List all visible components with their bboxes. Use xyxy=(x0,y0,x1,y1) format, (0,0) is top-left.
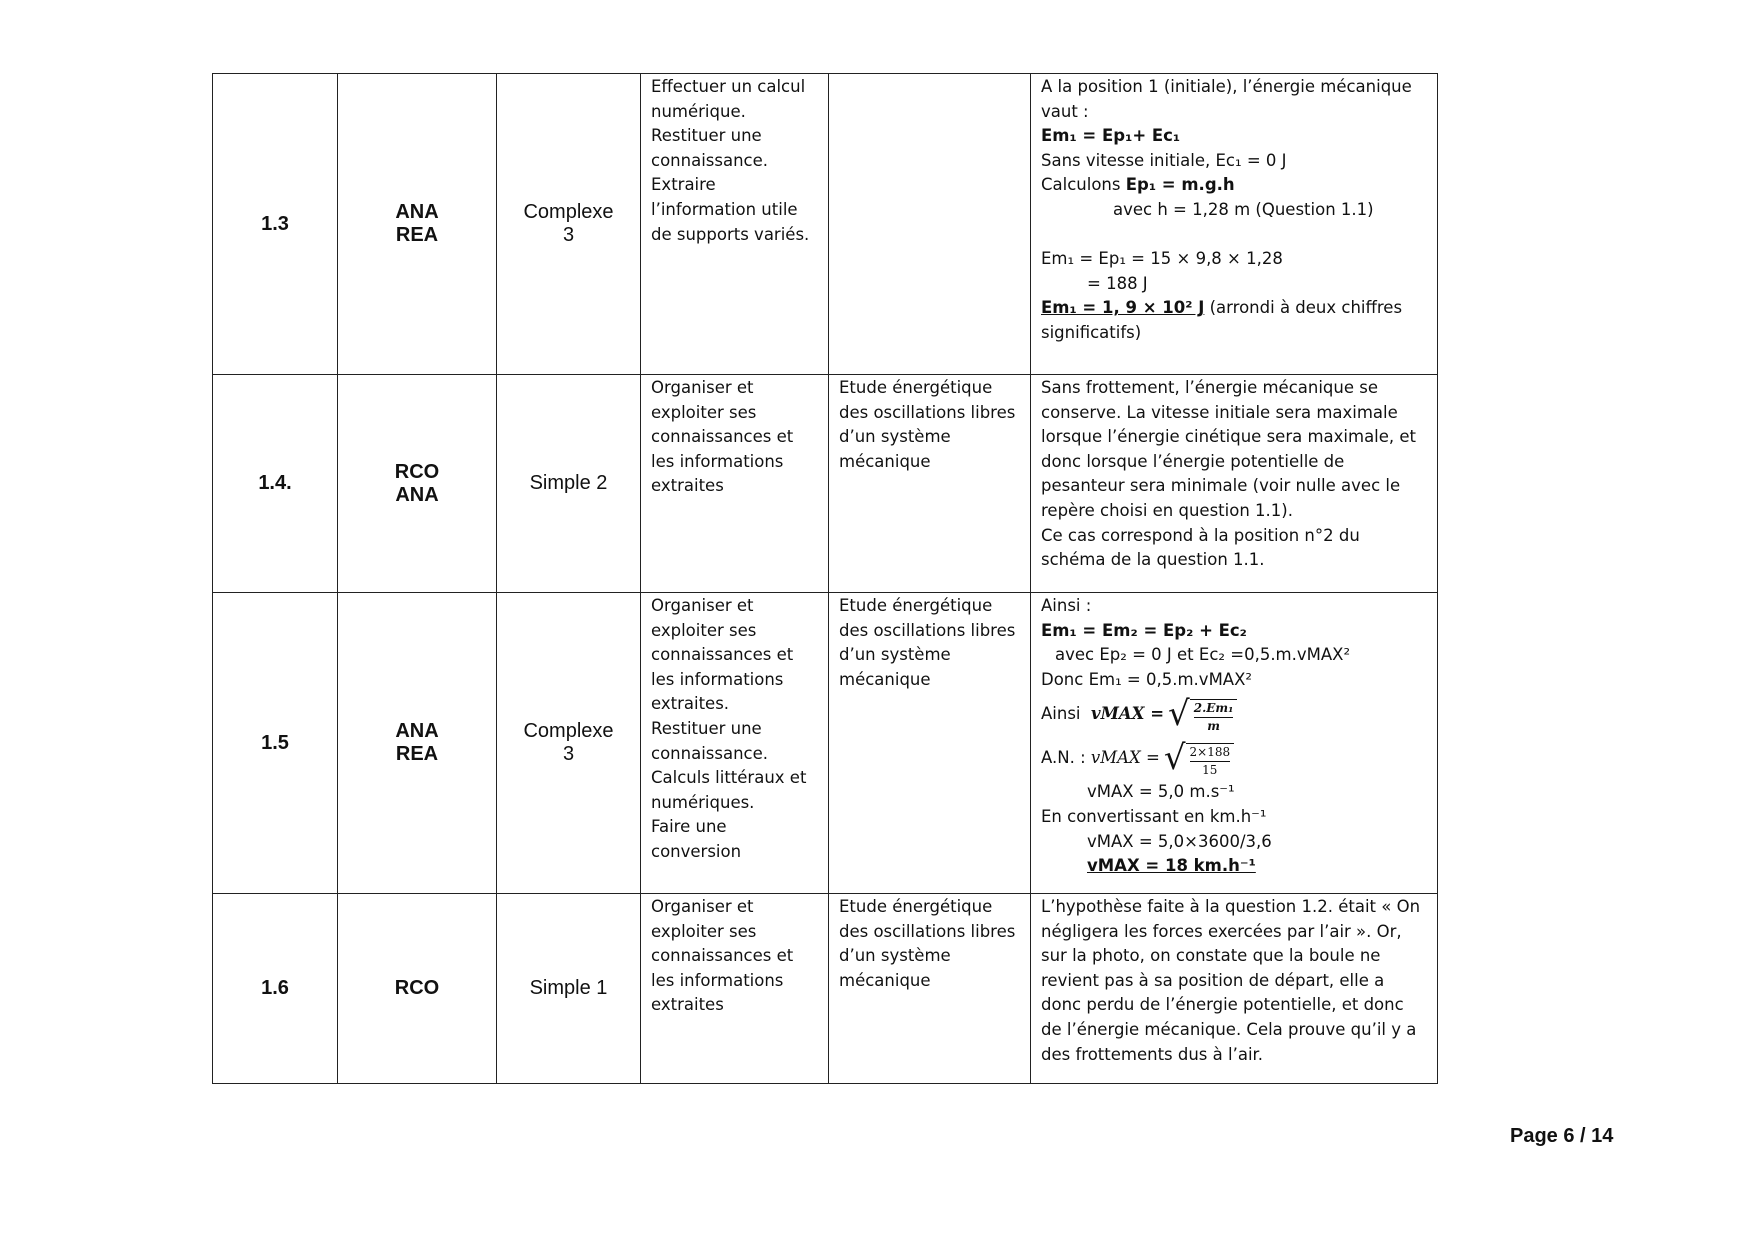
sqrt-icon: √ xyxy=(1168,694,1190,735)
page-number: Page 6 / 14 xyxy=(1510,1125,1614,1147)
complexity-cell: Complexe 3 xyxy=(497,74,641,375)
capacities-cell: Effectuer un calcul numérique. Restituer une connaissance. Extraire l’information utile de supports variés. xyxy=(641,74,829,375)
table-row xyxy=(213,74,1438,375)
answer-cell: L’hypothèse faite à la question 1.2. était « On négligera les forces exercées par l’air ». Or, sur la photo, on constate que la boule ne revient pas à sa position de départ, elle a donc perdu de l’énergie potentielle, et donc de l’énergie mécanique. Cela prouve qu’il y a des frottements dus à l’air. xyxy=(1031,894,1438,1084)
formula-vmax: Ainsi vMAX = √ $\frac{\text{2.Em₁}}{m}$ xyxy=(1041,692,1237,736)
fraction: $\frac{2\times 188}{15}$ xyxy=(1186,743,1235,779)
capacities-cell: Organiser et exploiter ses connaissances et les informations extraites. Restituer une connaissance. Calculs littéraux et numériques. Faire une conversion xyxy=(641,593,829,894)
capacities-cell: Organiser et exploiter ses connaissances et les informations extraites xyxy=(641,375,829,593)
sqrt-icon: √ xyxy=(1163,738,1186,779)
correction-table xyxy=(212,73,1438,1084)
competences-cell: RCO ANA xyxy=(338,375,497,593)
question-number: 1.5 xyxy=(213,593,338,894)
answer-cell: Sans frottement, l’énergie mécanique se conserve. La vitesse initiale sera maximale lorsque l’énergie cinétique sera maximale, et donc lorsque l’énergie potentielle de pesanteur sera minimale (voir nulle avec le repère choisi en question 1.1). Ce cas correspond à la position n°2 du schéma de la question 1.1. xyxy=(1031,375,1438,593)
capacities-cell: Organiser et exploiter ses connaissances et les informations extraites xyxy=(641,894,829,1084)
question-number: 1.3 xyxy=(213,74,338,375)
complexity-cell: Simple 1 xyxy=(497,894,641,1084)
fraction: $\frac{\text{2.Em₁}}{m}$ xyxy=(1190,699,1238,735)
knowledge-cell: Etude énergétique des oscillations libres d’un système mécanique xyxy=(829,593,1031,894)
answer-cell: Ainsi : Em₁ = Em₂ = Ep₂ + Ec₂ avec Ep₂ = 0 J et Ec₂ =0,5.m.vMAX² Donc Em₁ = 0,5.m.vMAX² Ainsi vMAX = √ $\frac{\text{2.Em₁}}{m}$ A.N. : vMAX = √ $\frac{2\times 188}{15}$ vMAX = 5,0 m.s⁻¹ En convertissant en km.h⁻¹ vMAX = 5,0×3600/3,6 vMAX = 18 km.h⁻¹ xyxy=(1031,593,1438,894)
question-number: 1.6 xyxy=(213,894,338,1084)
answer-cell: A la position 1 (initiale), l’énergie mécanique vaut : Em₁ = Ep₁+ Ec₁ Sans vitesse initiale, Ec₁ = 0 J Calculons Ep₁ = m.g.h avec h = 1,28 m (Question 1.1) Em₁ = Ep₁ = 15 × 9,8 × 1,28 = 188 J Em₁ = 1, 9 × 10² J (arrondi à deux chiffres significatifs) xyxy=(1031,74,1438,375)
question-number: 1.4. xyxy=(213,375,338,593)
table-row xyxy=(213,593,1438,894)
knowledge-cell xyxy=(829,74,1031,375)
formula-numeric: A.N. : vMAX = √ $\frac{2\times 188}{15}$ xyxy=(1041,736,1234,780)
knowledge-cell: Etude énergétique des oscillations libres d’un système mécanique xyxy=(829,894,1031,1084)
competences-cell: RCO xyxy=(338,894,497,1084)
table-row xyxy=(213,375,1438,593)
table-row xyxy=(213,894,1438,1084)
knowledge-cell: Etude énergétique des oscillations libres d’un système mécanique xyxy=(829,375,1031,593)
competences-cell: ANA REA xyxy=(338,74,497,375)
complexity-cell: Complexe 3 xyxy=(497,593,641,894)
complexity-cell: Simple 2 xyxy=(497,375,641,593)
competences-cell: ANA REA xyxy=(338,593,497,894)
